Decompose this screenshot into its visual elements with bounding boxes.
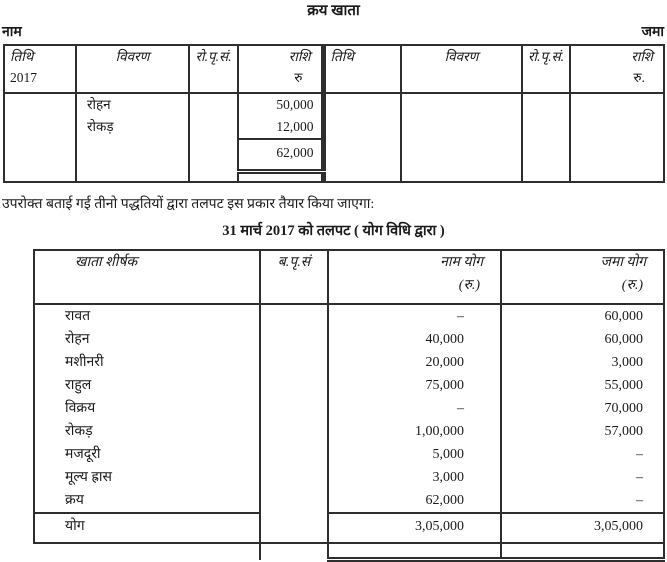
ledger-amount: 50,000	[238, 93, 323, 116]
trial-balance-title: 31 मार्च 2017 को तलपट ( योग विधि द्वारा )	[222, 223, 445, 239]
amount-column-header: राशि रु	[238, 45, 323, 93]
ledger-row	[4, 116, 664, 139]
folio-column-header: रो.पृ.सं.	[522, 45, 570, 93]
debit-grand-total: 3,05,000	[328, 513, 501, 543]
side-labels	[0, 20, 667, 44]
ledger-header-row	[4, 45, 664, 93]
debit-amount: 5,000	[328, 443, 501, 466]
debit-amount: 3,000	[328, 466, 501, 489]
table-row	[34, 443, 664, 466]
folio-column-header: रो.पृ.सं.	[189, 45, 238, 93]
table-row	[34, 397, 664, 420]
purchase-account-table	[3, 44, 665, 183]
particulars-column-header: विवरण	[76, 45, 189, 93]
folio-column-header: ब.पृ.सं	[260, 250, 328, 304]
amount-column-header: राशि रु.	[570, 45, 664, 93]
debit-amount: –	[328, 397, 501, 420]
currency-label: (रु.)	[621, 278, 643, 293]
total-label: योग	[34, 513, 260, 543]
ledger-spacer-row	[4, 172, 664, 183]
trial-balance-header-row	[34, 250, 664, 304]
account-name: मजदूरी	[34, 443, 260, 466]
trial-balance-table	[33, 249, 665, 562]
debit-side-label: नाम	[2, 25, 22, 40]
table-row	[34, 466, 664, 489]
account-name: मूल्य ह्रास	[34, 466, 260, 489]
trial-balance-total-row	[34, 513, 664, 543]
account-name: राहुल	[34, 374, 260, 397]
ledger-total-row	[4, 139, 664, 172]
trial-balance-spacer-row	[34, 543, 664, 560]
credit-amount: 55,000	[501, 374, 664, 397]
table-row	[34, 304, 664, 328]
table-row	[34, 420, 664, 443]
date-column-header: तिथि 2017	[4, 45, 76, 93]
credit-total-column-header: जमा योग (रु.)	[501, 250, 664, 304]
account-column-header: खाता शीर्षक	[34, 250, 260, 304]
table-row	[34, 351, 664, 374]
date-column-header: तिथि	[323, 45, 401, 93]
credit-amount: 60,000	[501, 304, 664, 328]
account-name: रावत	[34, 304, 260, 328]
debit-amount: 1,00,000	[328, 420, 501, 443]
account-name: रोकड़	[34, 420, 260, 443]
ledger-amount: 12,000	[238, 116, 323, 139]
credit-amount: 57,000	[501, 420, 664, 443]
note-text: उपरोक्त बताई गई तीनो पद्धतियों द्वारा तलपट इस प्रकार तैयार किया जाएगा:	[2, 197, 375, 212]
debit-amount: 75,000	[328, 374, 501, 397]
table-row	[34, 328, 664, 351]
account-name: रोहन	[34, 328, 260, 351]
ledger-particulars: रोहन	[76, 93, 189, 116]
year-label: 2017	[10, 70, 37, 85]
table-row	[34, 374, 664, 397]
credit-amount: –	[501, 466, 664, 489]
currency-label: रु	[294, 70, 303, 85]
debit-amount: –	[328, 304, 501, 328]
debit-amount: 40,000	[328, 328, 501, 351]
credit-amount: –	[501, 489, 664, 513]
debit-amount: 20,000	[328, 351, 501, 374]
account-name: मशीनरी	[34, 351, 260, 374]
credit-side-label: जमा	[641, 25, 664, 40]
credit-amount: 3,000	[501, 351, 664, 374]
ledger-particulars: रोकड़	[76, 116, 189, 139]
debit-total-column-header: नाम योग (रु.)	[328, 250, 501, 304]
account-name: विक्रय	[34, 397, 260, 420]
debit-amount: 62,000	[328, 489, 501, 513]
account-name: क्रय	[34, 489, 260, 513]
credit-amount: 70,000	[501, 397, 664, 420]
ledger-row	[4, 93, 664, 116]
currency-label: रु.	[633, 70, 645, 85]
credit-grand-total: 3,05,000	[501, 513, 664, 543]
credit-amount: 60,000	[501, 328, 664, 351]
currency-label: (रु.)	[458, 278, 480, 293]
particulars-column-header: विवरण	[401, 45, 522, 93]
credit-amount: –	[501, 443, 664, 466]
ledger-title: क्रय खाता	[307, 3, 360, 19]
table-row	[34, 489, 664, 513]
ledger-total-amount: 62,000	[238, 139, 323, 172]
